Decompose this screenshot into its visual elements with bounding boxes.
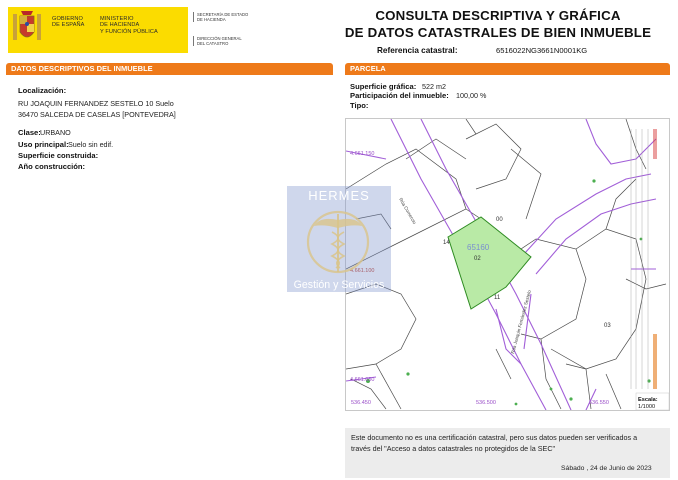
gov-line: DE ESPAÑA xyxy=(52,22,85,29)
block-number: 14 xyxy=(443,240,450,246)
scale-label: Escala: xyxy=(638,397,658,403)
ministry-line: Y FUNCIÓN PÚBLICA xyxy=(100,28,158,35)
disclaimer-line2: través del "Acceso a datos catastrales no protegidos de la SEC" xyxy=(351,443,556,453)
ministry-line: DE HACIENDA xyxy=(100,22,140,29)
direccion-line: DEL CATASTRO xyxy=(197,41,229,46)
parcel-id-label: 65160 xyxy=(467,243,490,252)
tipo-label: Tipo: xyxy=(350,101,369,110)
participacion-value: 100,00 % xyxy=(456,91,487,100)
address-line1: RU JOAQUIN FERNANDEZ SESTELO 10 Suelo xyxy=(18,99,174,108)
document-title-line2: DE DATOS CATASTRALES DE BIEN INMUEBLE xyxy=(344,25,652,40)
document-title-line1: CONSULTA DESCRIPTIVA Y GRÁFICA xyxy=(375,8,621,23)
localizacion-label: Localización: xyxy=(18,86,67,95)
selected-parcel[interactable] xyxy=(448,217,531,309)
gov-line: GOBIERNO xyxy=(52,16,83,22)
block-number: 00 xyxy=(496,217,503,223)
cadastral-map[interactable] xyxy=(345,118,670,411)
section-bar-datos-descriptivos: DATOS DESCRIPTIVOS DEL INMUEBLE xyxy=(6,63,333,75)
watermark-title: HERMES xyxy=(308,188,370,203)
coord-label: 4.661.050 xyxy=(350,377,375,383)
coord-label: 4.661.150 xyxy=(350,151,375,157)
ministry-line: MINISTERIO xyxy=(100,16,134,22)
coord-label: 536.550 xyxy=(589,400,609,406)
uso-principal-value: Suelo sin edif. xyxy=(68,140,114,149)
block-number: 03 xyxy=(604,323,611,329)
ref-catastral-value: 6516022NG3661N0001KG xyxy=(496,46,588,55)
gobierno-espana-text xyxy=(52,16,85,29)
superficie-grafica-value: 522 m2 xyxy=(422,82,446,91)
watermark-subtitle: Gestión y Servicios xyxy=(293,279,385,291)
street-label: Rúa Joaquin Fernández Sestelo xyxy=(510,289,532,355)
disclaimer-line1: Este documento no es una certificación catastral, pero sus datos pueden ser verificados a xyxy=(351,433,638,442)
coat-of-arms-icon xyxy=(10,8,44,48)
secretaria-line: DE HACIENDA xyxy=(197,17,226,22)
anio-construccion-label: Año construcción: xyxy=(18,162,86,171)
clase-label: Clase: xyxy=(18,128,41,137)
parcel-sub-label: 02 xyxy=(474,256,481,262)
coord-label: 536.500 xyxy=(476,400,496,406)
secretaria-line: SECRETARÍA DE ESTADO xyxy=(197,12,249,17)
block-number: 11 xyxy=(494,295,501,301)
street-label: Rúa Comercio xyxy=(398,197,418,225)
disclaimer-text xyxy=(351,433,664,454)
scale-value: 1/1000 xyxy=(638,404,656,410)
secretaria-text xyxy=(193,12,248,22)
participacion-label: Participación del inmueble: xyxy=(350,91,449,100)
direccion-line: DIRECCIÓN GENERAL xyxy=(197,36,242,41)
clase-value: URBANO xyxy=(40,128,71,137)
ref-catastral-label: Referencia catastral: xyxy=(377,46,458,55)
uso-principal-label: Uso principal: xyxy=(18,140,69,149)
direccion-text xyxy=(193,36,242,46)
coord-label: 4.661.100 xyxy=(350,268,375,274)
coord-label: 536.450 xyxy=(351,400,371,406)
superficie-grafica-label: Superficie gráfica: xyxy=(350,82,417,91)
superficie-construida-label: Superficie construida: xyxy=(18,151,99,160)
section-bar-parcela: PARCELA xyxy=(345,63,670,75)
cadastral-map-drawing xyxy=(346,119,669,410)
caduceus-icon xyxy=(298,206,378,278)
document-date: Sábado , 24 de Junio de 2023 xyxy=(561,465,652,472)
ministry-text xyxy=(100,16,158,35)
address-line2: 36470 SALCEDA DE CASELAS [PONTEVEDRA] xyxy=(18,110,176,119)
